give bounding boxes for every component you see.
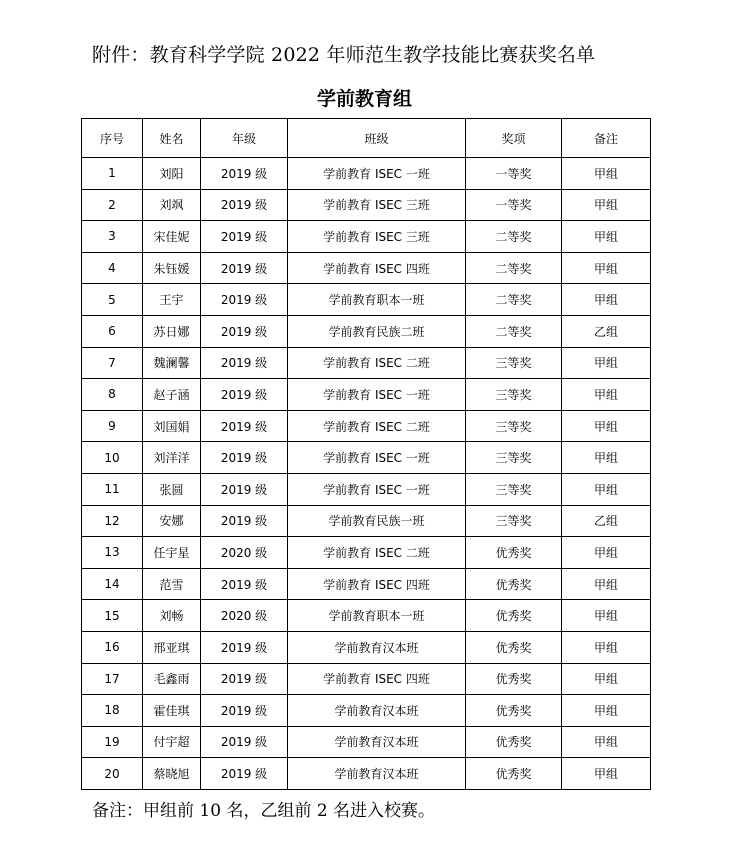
cell-remark: 甲组 xyxy=(562,379,651,411)
cell-name: 范雪 xyxy=(143,568,201,600)
cell-class: 学前教育 ISEC 二班 xyxy=(288,347,466,379)
cell-remark: 甲组 xyxy=(562,695,651,727)
cell-award: 优秀奖 xyxy=(466,568,562,600)
table-body xyxy=(82,158,651,790)
cell-grade: 2019 级 xyxy=(201,252,288,284)
footnote: 备注：甲组前 10 名，乙组前 2 名进入校赛。 xyxy=(92,801,436,821)
cell-award: 二等奖 xyxy=(466,221,562,253)
cell-remark: 甲组 xyxy=(562,568,651,600)
cell-class: 学前教育民族二班 xyxy=(288,315,466,347)
cell-class: 学前教育汉本班 xyxy=(288,695,466,727)
cell-index: 12 xyxy=(82,505,143,537)
cell-name: 毛鑫雨 xyxy=(143,663,201,695)
cell-name: 赵子涵 xyxy=(143,379,201,411)
table-row xyxy=(82,284,651,316)
cell-name: 苏日娜 xyxy=(143,315,201,347)
cell-award: 三等奖 xyxy=(466,442,562,474)
cell-award: 优秀奖 xyxy=(466,758,562,790)
cell-grade: 2019 级 xyxy=(201,726,288,758)
cell-remark: 甲组 xyxy=(562,410,651,442)
cell-remark: 甲组 xyxy=(562,600,651,632)
cell-index: 6 xyxy=(82,315,143,347)
table-row xyxy=(82,347,651,379)
cell-index: 16 xyxy=(82,631,143,663)
cell-remark: 甲组 xyxy=(562,189,651,221)
cell-grade: 2019 级 xyxy=(201,631,288,663)
cell-class: 学前教育汉本班 xyxy=(288,758,466,790)
cell-class: 学前教育职本一班 xyxy=(288,600,466,632)
table-row xyxy=(82,158,651,190)
cell-grade: 2019 级 xyxy=(201,315,288,347)
cell-name: 刘阳 xyxy=(143,158,201,190)
cell-grade: 2019 级 xyxy=(201,758,288,790)
header-index: 序号 xyxy=(82,119,143,158)
award-table xyxy=(81,118,651,790)
cell-name: 蔡晓旭 xyxy=(143,758,201,790)
table-row xyxy=(82,568,651,600)
cell-name: 付宇超 xyxy=(143,726,201,758)
cell-name: 任宇星 xyxy=(143,537,201,569)
cell-name: 张圆 xyxy=(143,473,201,505)
cell-remark: 甲组 xyxy=(562,158,651,190)
cell-award: 优秀奖 xyxy=(466,537,562,569)
cell-award: 二等奖 xyxy=(466,252,562,284)
cell-award: 一等奖 xyxy=(466,189,562,221)
cell-award: 三等奖 xyxy=(466,347,562,379)
cell-grade: 2019 级 xyxy=(201,568,288,600)
table-row xyxy=(82,442,651,474)
cell-class: 学前教育汉本班 xyxy=(288,631,466,663)
cell-remark: 甲组 xyxy=(562,663,651,695)
cell-grade: 2019 级 xyxy=(201,505,288,537)
header-name: 姓名 xyxy=(143,119,201,158)
table-row xyxy=(82,221,651,253)
cell-class: 学前教育 ISEC 四班 xyxy=(288,663,466,695)
cell-index: 5 xyxy=(82,284,143,316)
cell-remark: 甲组 xyxy=(562,473,651,505)
cell-award: 二等奖 xyxy=(466,315,562,347)
cell-index: 2 xyxy=(82,189,143,221)
table-row xyxy=(82,473,651,505)
cell-name: 邢亚琪 xyxy=(143,631,201,663)
table-row xyxy=(82,379,651,411)
cell-name: 刘飒 xyxy=(143,189,201,221)
cell-name: 刘国娟 xyxy=(143,410,201,442)
cell-index: 10 xyxy=(82,442,143,474)
table-row xyxy=(82,410,651,442)
table-row xyxy=(82,726,651,758)
cell-class: 学前教育 ISEC 三班 xyxy=(288,221,466,253)
cell-remark: 甲组 xyxy=(562,221,651,253)
cell-award: 三等奖 xyxy=(466,505,562,537)
cell-class: 学前教育汉本班 xyxy=(288,726,466,758)
cell-remark: 甲组 xyxy=(562,726,651,758)
cell-remark: 甲组 xyxy=(562,442,651,474)
cell-index: 19 xyxy=(82,726,143,758)
cell-award: 优秀奖 xyxy=(466,600,562,632)
cell-remark: 甲组 xyxy=(562,252,651,284)
cell-name: 宋佳妮 xyxy=(143,221,201,253)
table-row xyxy=(82,537,651,569)
cell-award: 优秀奖 xyxy=(466,663,562,695)
table-row xyxy=(82,695,651,727)
cell-index: 13 xyxy=(82,537,143,569)
cell-name: 刘洋洋 xyxy=(143,442,201,474)
cell-index: 1 xyxy=(82,158,143,190)
cell-award: 三等奖 xyxy=(466,379,562,411)
cell-grade: 2019 级 xyxy=(201,347,288,379)
cell-name: 刘畅 xyxy=(143,600,201,632)
cell-grade: 2019 级 xyxy=(201,442,288,474)
cell-class: 学前教育 ISEC 一班 xyxy=(288,158,466,190)
cell-name: 安娜 xyxy=(143,505,201,537)
cell-class: 学前教育 ISEC 四班 xyxy=(288,252,466,284)
cell-grade: 2020 级 xyxy=(201,537,288,569)
cell-class: 学前教育 ISEC 三班 xyxy=(288,189,466,221)
table-row xyxy=(82,252,651,284)
header-grade: 年级 xyxy=(201,119,288,158)
cell-index: 11 xyxy=(82,473,143,505)
cell-index: 8 xyxy=(82,379,143,411)
cell-class: 学前教育民族一班 xyxy=(288,505,466,537)
cell-award: 优秀奖 xyxy=(466,631,562,663)
cell-grade: 2019 级 xyxy=(201,189,288,221)
cell-grade: 2019 级 xyxy=(201,473,288,505)
cell-name: 朱钰媛 xyxy=(143,252,201,284)
cell-award: 一等奖 xyxy=(466,158,562,190)
document-heading: 附件：教育科学学院 2022 年师范生教学技能比赛获奖名单 xyxy=(92,44,596,66)
cell-index: 17 xyxy=(82,663,143,695)
table-header-row xyxy=(82,119,651,158)
cell-grade: 2019 级 xyxy=(201,663,288,695)
cell-index: 20 xyxy=(82,758,143,790)
header-remark: 备注 xyxy=(562,119,651,158)
group-title: 学前教育组 xyxy=(316,88,412,110)
cell-award: 三等奖 xyxy=(466,473,562,505)
cell-class: 学前教育 ISEC 二班 xyxy=(288,537,466,569)
cell-remark: 甲组 xyxy=(562,284,651,316)
cell-index: 9 xyxy=(82,410,143,442)
table-row xyxy=(82,189,651,221)
cell-grade: 2019 级 xyxy=(201,695,288,727)
table-row xyxy=(82,600,651,632)
cell-award: 优秀奖 xyxy=(466,726,562,758)
header-class: 班级 xyxy=(288,119,466,158)
cell-award: 优秀奖 xyxy=(466,695,562,727)
cell-class: 学前教育 ISEC 一班 xyxy=(288,473,466,505)
cell-grade: 2019 级 xyxy=(201,379,288,411)
cell-name: 霍佳琪 xyxy=(143,695,201,727)
cell-name: 魏澜馨 xyxy=(143,347,201,379)
cell-class: 学前教育 ISEC 二班 xyxy=(288,410,466,442)
cell-class: 学前教育 ISEC 四班 xyxy=(288,568,466,600)
cell-class: 学前教育 ISEC 一班 xyxy=(288,442,466,474)
cell-class: 学前教育职本一班 xyxy=(288,284,466,316)
cell-remark: 乙组 xyxy=(562,315,651,347)
table-row xyxy=(82,315,651,347)
table-row xyxy=(82,631,651,663)
cell-index: 4 xyxy=(82,252,143,284)
cell-remark: 乙组 xyxy=(562,505,651,537)
cell-grade: 2020 级 xyxy=(201,600,288,632)
cell-grade: 2019 级 xyxy=(201,221,288,253)
cell-grade: 2019 级 xyxy=(201,158,288,190)
table-row xyxy=(82,758,651,790)
cell-index: 3 xyxy=(82,221,143,253)
cell-index: 15 xyxy=(82,600,143,632)
cell-grade: 2019 级 xyxy=(201,410,288,442)
cell-index: 14 xyxy=(82,568,143,600)
header-award: 奖项 xyxy=(466,119,562,158)
table-row xyxy=(82,663,651,695)
cell-remark: 甲组 xyxy=(562,347,651,379)
cell-class: 学前教育 ISEC 一班 xyxy=(288,379,466,411)
cell-award: 三等奖 xyxy=(466,410,562,442)
cell-grade: 2019 级 xyxy=(201,284,288,316)
cell-index: 18 xyxy=(82,695,143,727)
cell-remark: 甲组 xyxy=(562,758,651,790)
cell-remark: 甲组 xyxy=(562,631,651,663)
table-row xyxy=(82,505,651,537)
cell-index: 7 xyxy=(82,347,143,379)
cell-remark: 甲组 xyxy=(562,537,651,569)
cell-award: 二等奖 xyxy=(466,284,562,316)
cell-name: 王宇 xyxy=(143,284,201,316)
